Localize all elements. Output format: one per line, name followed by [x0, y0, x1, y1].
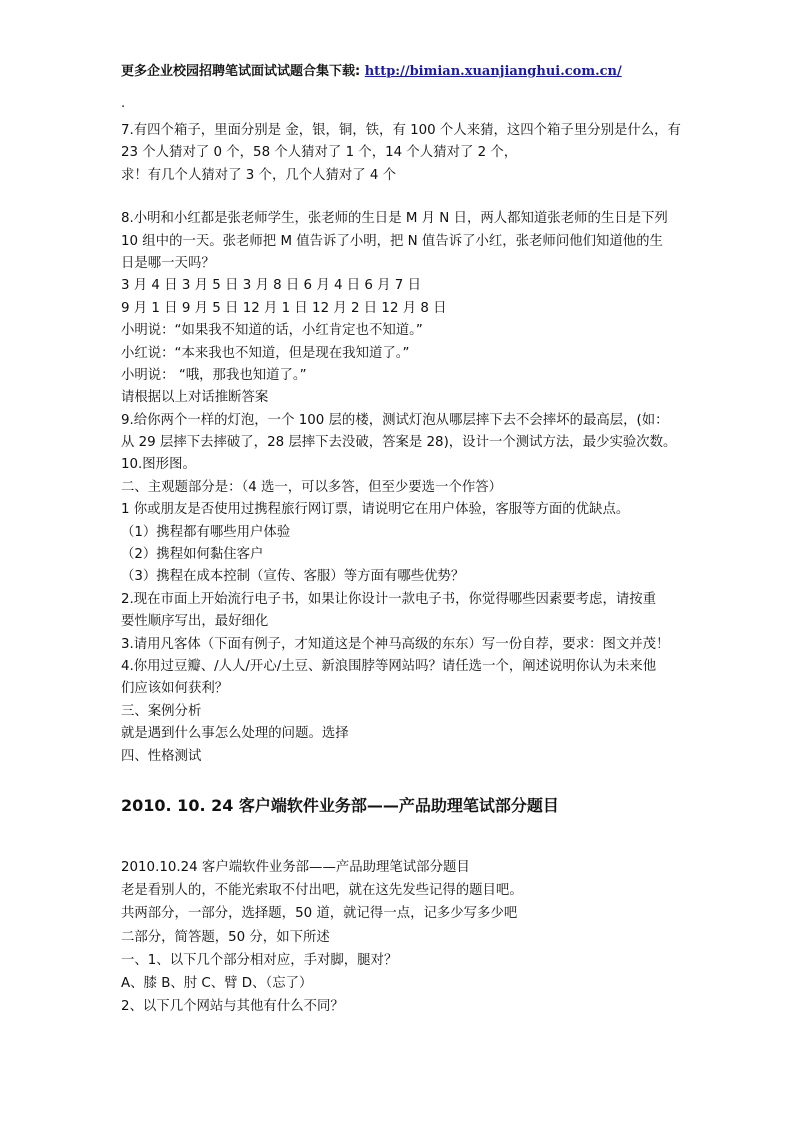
- text-line: 10.图形图。: [121, 457, 196, 473]
- text-line: 日是哪一天吗？: [121, 255, 215, 271]
- text-line: 9 月 1 日 9 月 5 日 12 月 1 日 12 月 2 日 12 月 8 日: [121, 300, 447, 316]
- text-line: 小红说：“本来我也不知道，但是现在我知道了。”: [121, 345, 410, 361]
- text-line: 10 组中的一天。张老师把 M 值告诉了小明，把 N 值告诉了小红，张老师问他们知道他的生: [121, 233, 663, 249]
- text-line: （1）携程都有哪些用户体验: [121, 524, 291, 540]
- text-line: 7.有四个箱子，里面分别是 金，银，铜，铁，有 100 个人来猜，这四个箱子里分别是什么，有: [121, 123, 681, 138]
- text-line: 小明说：“如果我不知道的话，小红肯定也不知道。”: [121, 323, 423, 339]
- section-heading: 2010. 10. 24 客户端软件业务部——产品助理笔试部分题目: [121, 796, 559, 815]
- text-line: A、膝 B、肘 C、臂 D、（忘了）: [121, 975, 313, 991]
- text-line: 8.小明和小红都是张老师学生，张老师的生日是 M 月 N 日，两人都知道张老师的生日是下列: [121, 211, 668, 227]
- text-line: 要性顺序写出，最好细化: [121, 614, 269, 630]
- text-line: 小明说： “哦，那我也知道了。”: [121, 367, 307, 383]
- text-line: 1 你或朋友是否使用过携程旅行网订票，请说明它在用户体验，客服等方面的优缺点。: [121, 502, 630, 518]
- text-line: 3.请用凡客体（下面有例子，才知道这是个神马高级的东东）写一份自荐，要求：图文并茂！: [121, 636, 670, 652]
- text-line: （3）携程在成本控制（宣传、客服）等方面有哪些优势？: [121, 569, 465, 585]
- section-body: [121, 856, 691, 1018]
- text-line: 2、以下几个网站与其他有什么不同？: [121, 999, 344, 1015]
- text-line: 2.现在市面上开始流行电子书，如果让你设计一款电子书，你觉得哪些因素要考虑，请按重: [121, 591, 657, 607]
- text-line: 三、案例分析: [121, 703, 202, 719]
- text-line: 请根据以上对话推断答案: [121, 390, 269, 406]
- text-line: 求！有几个人猜对了 3 个，几个人猜对了 4 个: [121, 167, 397, 183]
- text-line: 共两部分，一部分，选择题，50 道，就记得一点，记多少写多少吧: [121, 906, 518, 922]
- text-line: 2010.10.24 客户端软件业务部——产品助理笔试部分题目: [121, 860, 470, 875]
- download-header: [121, 60, 622, 79]
- download-link[interactable]: http://bimian.xuanjianghui.com.cn/: [364, 64, 622, 79]
- text-line: 4.你用过豆瓣、/人人/开心/土豆、新浪围脖等网站吗？请任选一个，阐述说明你认为未来他: [121, 658, 657, 674]
- header-label: 更多企业校园招聘笔试面试试题合集下载:: [121, 64, 361, 79]
- text-line: 3 月 4 日 3 月 5 日 3 月 8 日 6 月 4 日 6 月 7 日: [121, 278, 421, 294]
- text-line: 一、1、以下几个部分相对应，手对脚，腿对？: [121, 952, 398, 968]
- text-line: 就是遇到什么事怎么处理的问题。选择: [121, 726, 349, 742]
- text-line: 23 个人猜对了 0 个，58 个人猜对了 1 个，14 个人猜对了 2 个，: [121, 145, 518, 161]
- paragraph-gap: [121, 187, 691, 208]
- text-line: 老是看别人的，不能光索取不付出吧，就在这先发些记得的题目吧。: [121, 883, 523, 899]
- question-body: [121, 120, 691, 768]
- text-line: 四、性格测试: [121, 748, 202, 764]
- stray-dot: .: [121, 96, 126, 111]
- text-line: 二、主观题部分是：（4 选一，可以多答，但至少要选一个作答）: [121, 479, 503, 495]
- text-line: 从 29 层摔下去摔破了，28 层摔下去没破，答案是 28)，设计一个测试方法，最少实验次数。: [121, 435, 677, 451]
- text-line: 们应该如何获利？: [121, 681, 229, 697]
- text-line: （2）携程如何黏住客户: [121, 547, 264, 563]
- text-line: 二部分，简答题，50 分，如下所述: [121, 929, 330, 945]
- text-line: 9.给你两个一样的灯泡，一个 100 层的楼，测试灯泡从哪层摔下去不会摔坏的最高层，(如：: [121, 412, 669, 428]
